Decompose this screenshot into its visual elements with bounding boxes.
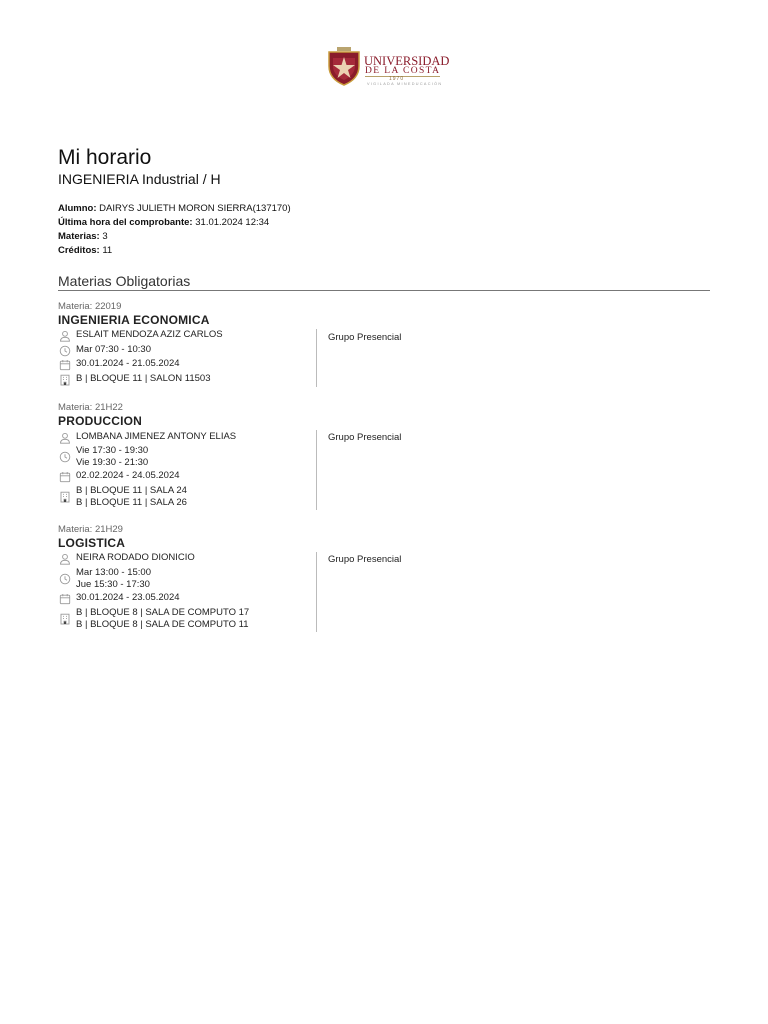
course-name: PRODUCCION xyxy=(58,414,143,428)
person-icon xyxy=(59,553,71,565)
course-group: Grupo Presencial xyxy=(328,554,402,565)
page-title: Mi horario xyxy=(58,146,152,169)
course-schedule-1: Mar 13:00 - 15:00 xyxy=(76,567,151,578)
clock-icon xyxy=(59,345,71,357)
logo-year: 1970 xyxy=(389,76,405,82)
creditos-value: 11 xyxy=(102,245,113,256)
course-room-1: B | BLOQUE 8 | SALA DE COMPUTO 17 xyxy=(76,607,250,618)
course-name: INGENIERIA ECONOMICA xyxy=(58,313,210,327)
course-room-1: B | BLOQUE 11 | SALA 24 xyxy=(76,485,187,496)
university-logo xyxy=(327,46,450,88)
clock-icon xyxy=(59,451,71,463)
course-divider xyxy=(316,552,317,632)
calendar-icon xyxy=(59,359,71,371)
course-divider xyxy=(316,329,317,387)
course-schedule-2: Jue 15:30 - 17:30 xyxy=(76,578,150,590)
course-schedule-2: Vie 19:30 - 21:30 xyxy=(76,456,149,468)
materias-value: 3 xyxy=(102,231,108,242)
course-room-1: B | BLOQUE 11 | SALON 11503 xyxy=(76,373,211,384)
course-group: Grupo Presencial xyxy=(328,332,402,343)
creditos-line xyxy=(58,245,112,257)
ultima-label: Última hora del comprobante: xyxy=(58,217,193,228)
ultima-value: 31.01.2024 12:34 xyxy=(195,217,270,228)
calendar-icon xyxy=(59,471,71,483)
course-code: Materia: 21H22 xyxy=(58,402,123,413)
logo-tagline: VIGILADA MINEDUCACIÓN xyxy=(367,82,443,86)
receipt-time-line xyxy=(58,217,269,229)
page-subtitle: INGENIERIA Industrial / H xyxy=(58,171,221,187)
materias-label: Materias: xyxy=(58,231,100,242)
logo-name-line1: UNIVERSIDAD xyxy=(364,54,450,68)
building-icon xyxy=(59,374,71,386)
course-dates: 30.01.2024 - 21.05.2024 xyxy=(76,358,180,369)
course-teacher: LOMBANA JIMENEZ ANTONY ELIAS xyxy=(76,431,237,442)
course-code: Materia: 22019 xyxy=(58,301,122,312)
course-teacher: ESLAIT MENDOZA AZIZ CARLOS xyxy=(76,329,223,340)
course-code: Materia: 21H29 xyxy=(58,524,123,535)
course-schedule-1: Vie 17:30 - 19:30 xyxy=(76,445,149,456)
alumno-value: DAIRYS JULIETH MORON SIERRA(137170) xyxy=(99,203,291,214)
course-dates: 02.02.2024 - 24.05.2024 xyxy=(76,470,180,481)
logo-name-line2: DE LA COSTA xyxy=(365,66,441,76)
course-name: LOGISTICA xyxy=(58,536,126,550)
course-schedule-1: Mar 07:30 - 10:30 xyxy=(76,344,151,355)
section-title: Materias Obligatorias xyxy=(58,273,191,289)
clock-icon xyxy=(59,573,71,585)
course-dates: 30.01.2024 - 23.05.2024 xyxy=(76,592,180,603)
student-name-line xyxy=(58,203,291,215)
course-group: Grupo Presencial xyxy=(328,432,402,443)
course-room-2: B | BLOQUE 11 | SALA 26 xyxy=(76,496,187,508)
materias-count-line xyxy=(58,231,108,243)
section-divider xyxy=(58,290,710,291)
course-divider xyxy=(316,430,317,510)
building-icon xyxy=(59,613,71,625)
calendar-icon xyxy=(59,593,71,605)
person-icon xyxy=(59,330,71,342)
crest-icon xyxy=(327,46,361,86)
course-teacher: NEIRA RODADO DIONICIO xyxy=(76,552,195,563)
alumno-label: Alumno: xyxy=(58,203,97,214)
course-room-2: B | BLOQUE 8 | SALA DE COMPUTO 11 xyxy=(76,618,249,630)
person-icon xyxy=(59,432,71,444)
creditos-label: Créditos: xyxy=(58,245,100,256)
building-icon xyxy=(59,491,71,503)
